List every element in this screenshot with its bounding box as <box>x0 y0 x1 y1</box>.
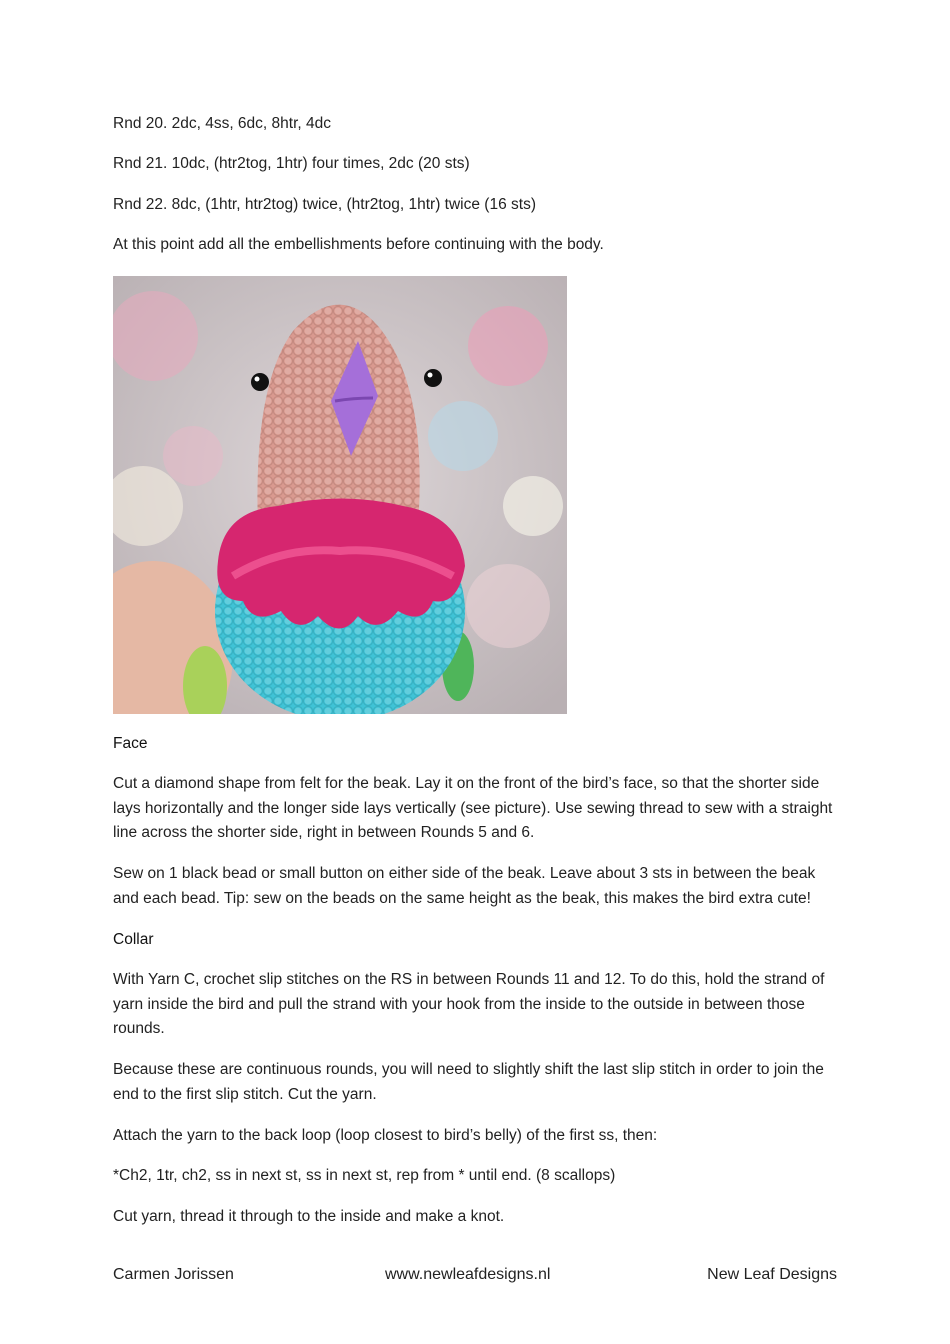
embellishment-note: At this point add all the embellishments before continuing with the body. <box>113 236 604 253</box>
face-paragraph-1: Cut a diamond shape from felt for the beak. Lay it on the front of the bird’s face, so that the shorter side lays horizontally and the longer side lays vertically (see picture). Use sewing thread to sew with a straight line across the shorter side, right in between Rounds 5 and 6. <box>113 775 833 841</box>
face-paragraph-2: Sew on 1 black bead or small button on either side of the beak. Leave about 3 sts in between the beak and each bead. Tip: sew on the beads on the same height as the beak, this makes the bird extra cute! <box>113 865 816 907</box>
footer-author: Carmen Jorissen <box>113 1266 234 1283</box>
crochet-bird-photo <box>113 276 567 714</box>
bird-illustration <box>113 276 567 714</box>
round-21: Rnd 21. 10dc, (htr2tog, 1htr) four times, 2dc (20 sts) <box>113 155 470 172</box>
page-footer <box>113 1266 837 1290</box>
collar-paragraph-1: With Yarn C, crochet slip stitches on the RS in between Rounds 11 and 12. To do this, hold the strand of yarn inside the bird and pull the strand with your hook from the inside to the outside in between those rounds. <box>113 971 825 1037</box>
collar-paragraph-2: Because these are continuous rounds, you will need to slightly shift the last slip stitch in order to join the end to the first slip stitch. Cut the yarn. <box>113 1061 824 1103</box>
collar-paragraph-5: Cut yarn, thread it through to the inside and make a knot. <box>113 1208 505 1225</box>
collar-heading: Collar <box>113 931 154 948</box>
footer-website: www.newleafdesigns.nl <box>385 1266 551 1283</box>
round-22: Rnd 22. 8dc, (1htr, htr2tog) twice, (htr2tog, 1htr) twice (16 sts) <box>113 196 536 213</box>
collar-paragraph-4: *Ch2, 1tr, ch2, ss in next st, ss in next st, rep from * until end. (8 scallops) <box>113 1167 616 1184</box>
round-20: Rnd 20. 2dc, 4ss, 6dc, 8htr, 4dc <box>113 115 331 132</box>
collar-paragraph-3: Attach the yarn to the back loop (loop closest to bird’s belly) of the first ss, then: <box>113 1127 658 1144</box>
footer-brand: New Leaf Designs <box>707 1266 837 1283</box>
face-heading: Face <box>113 735 148 752</box>
